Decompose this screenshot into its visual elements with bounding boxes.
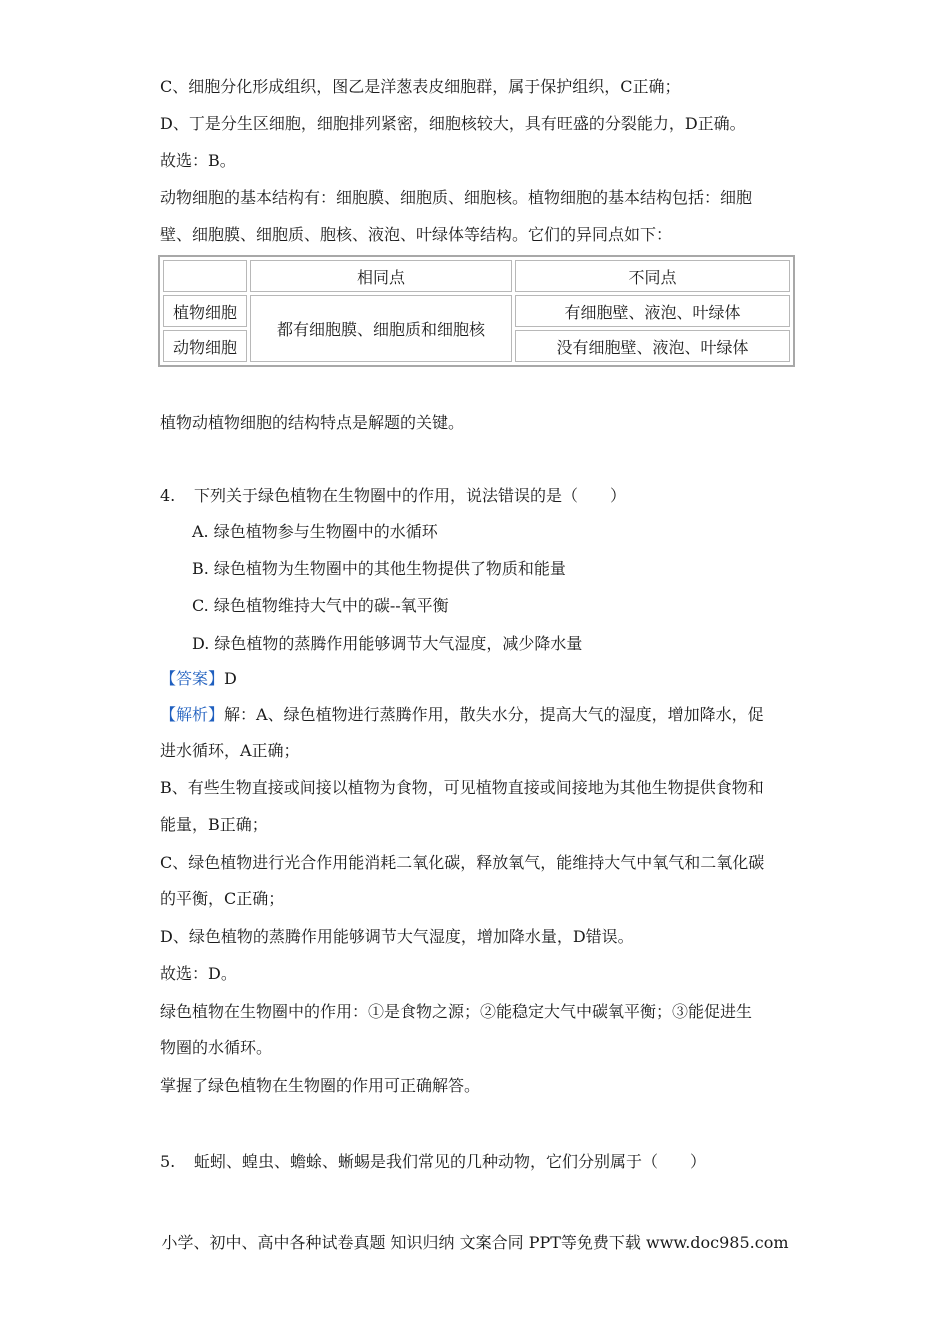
table-header-same: 相同点 <box>250 260 512 292</box>
text-line: 壁、细胞膜、细胞质、胞核、液泡、叶绿体等结构。它们的异同点如下： <box>160 225 673 244</box>
analysis-line: 进水循环，A正确； <box>160 741 300 760</box>
text-line: C、细胞分化形成组织，图乙是洋葱表皮细胞群，属于保护组织，C正确； <box>160 77 681 96</box>
option-d: D. 绿色植物的蒸腾作用能够调节大气湿度，减少降水量 <box>192 634 583 653</box>
row-label-plant: 植物细胞 <box>163 295 247 327</box>
analysis-line: 的平衡，C正确； <box>160 889 285 908</box>
table-header-diff: 不同点 <box>515 260 790 292</box>
question-4-stem <box>160 486 626 506</box>
analysis-text: 解：A、绿色植物进行蒸腾作用，散失水分，提高大气的湿度，增加降水，促 <box>224 705 764 724</box>
text-line: 故选：B。 <box>160 151 236 170</box>
answer-line <box>160 669 237 689</box>
text-line: D、丁是分生区细胞，细胞排列紧密，细胞核较大，具有旺盛的分裂能力，D正确。 <box>160 114 746 133</box>
analysis-line: B、有些生物直接或间接以植物为食物，可见植物直接或间接地为其他生物提供食物和 <box>160 778 764 797</box>
table-header-empty <box>163 260 247 292</box>
question-5-stem <box>160 1152 706 1172</box>
analysis-line: 能量，B正确； <box>160 815 268 834</box>
diff-animal-cell: 没有细胞壁、液泡、叶绿体 <box>515 330 790 362</box>
answer-tag: 【答案】 <box>160 669 225 688</box>
comparison-table <box>158 255 795 367</box>
answer-value: D <box>224 669 237 688</box>
text-line: 动物细胞的基本结构有：细胞膜、细胞质、细胞核。植物细胞的基本结构包括：细胞 <box>160 188 753 207</box>
summary-line: 植物动植物细胞的结构特点是解题的关键。 <box>160 413 465 432</box>
diff-plant-cell: 有细胞壁、液泡、叶绿体 <box>515 295 790 327</box>
analysis-line: 物圈的水循环。 <box>160 1038 273 1057</box>
analysis-tag: 【解析】 <box>160 705 225 724</box>
question-number: 4. <box>160 486 176 505</box>
table-header-row <box>163 260 790 292</box>
option-b: B. 绿色植物为生物圈中的其他生物提供了物质和能量 <box>192 559 566 578</box>
table-row <box>163 295 790 327</box>
question-text: 下列关于绿色植物在生物圈中的作用，说法错误的是（ ） <box>194 486 627 505</box>
option-a: A. 绿色植物参与生物圈中的水循环 <box>192 522 438 541</box>
row-label-animal: 动物细胞 <box>163 330 247 362</box>
analysis-line: D、绿色植物的蒸腾作用能够调节大气湿度，增加降水量，D错误。 <box>160 927 634 946</box>
analysis-line: C、绿色植物进行光合作用能消耗二氧化碳，释放氧气，能维持大气中氧气和二氧化碳 <box>160 853 765 872</box>
same-points-cell: 都有细胞膜、细胞质和细胞核 <box>250 295 512 362</box>
analysis-line: 掌握了绿色植物在生物圈的作用可正确解答。 <box>160 1076 481 1095</box>
option-c: C. 绿色植物维持大气中的碳--氧平衡 <box>192 596 449 615</box>
analysis-line: 故选：D。 <box>160 964 237 983</box>
analysis-line: 绿色植物在生物圈中的作用：①是食物之源；②能稳定大气中碳氧平衡；③能促进生 <box>160 1002 753 1021</box>
analysis-line <box>160 705 764 725</box>
question-text: 蚯蚓、蝗虫、蟾蜍、蜥蜴是我们常见的几种动物，它们分别属于（ ） <box>194 1152 707 1171</box>
question-number: 5. <box>160 1152 176 1171</box>
page-footer: 小学、初中、高中各种试卷真题 知识归纳 文案合同 PPT等免费下载 www.doc985.com <box>161 1233 789 1252</box>
